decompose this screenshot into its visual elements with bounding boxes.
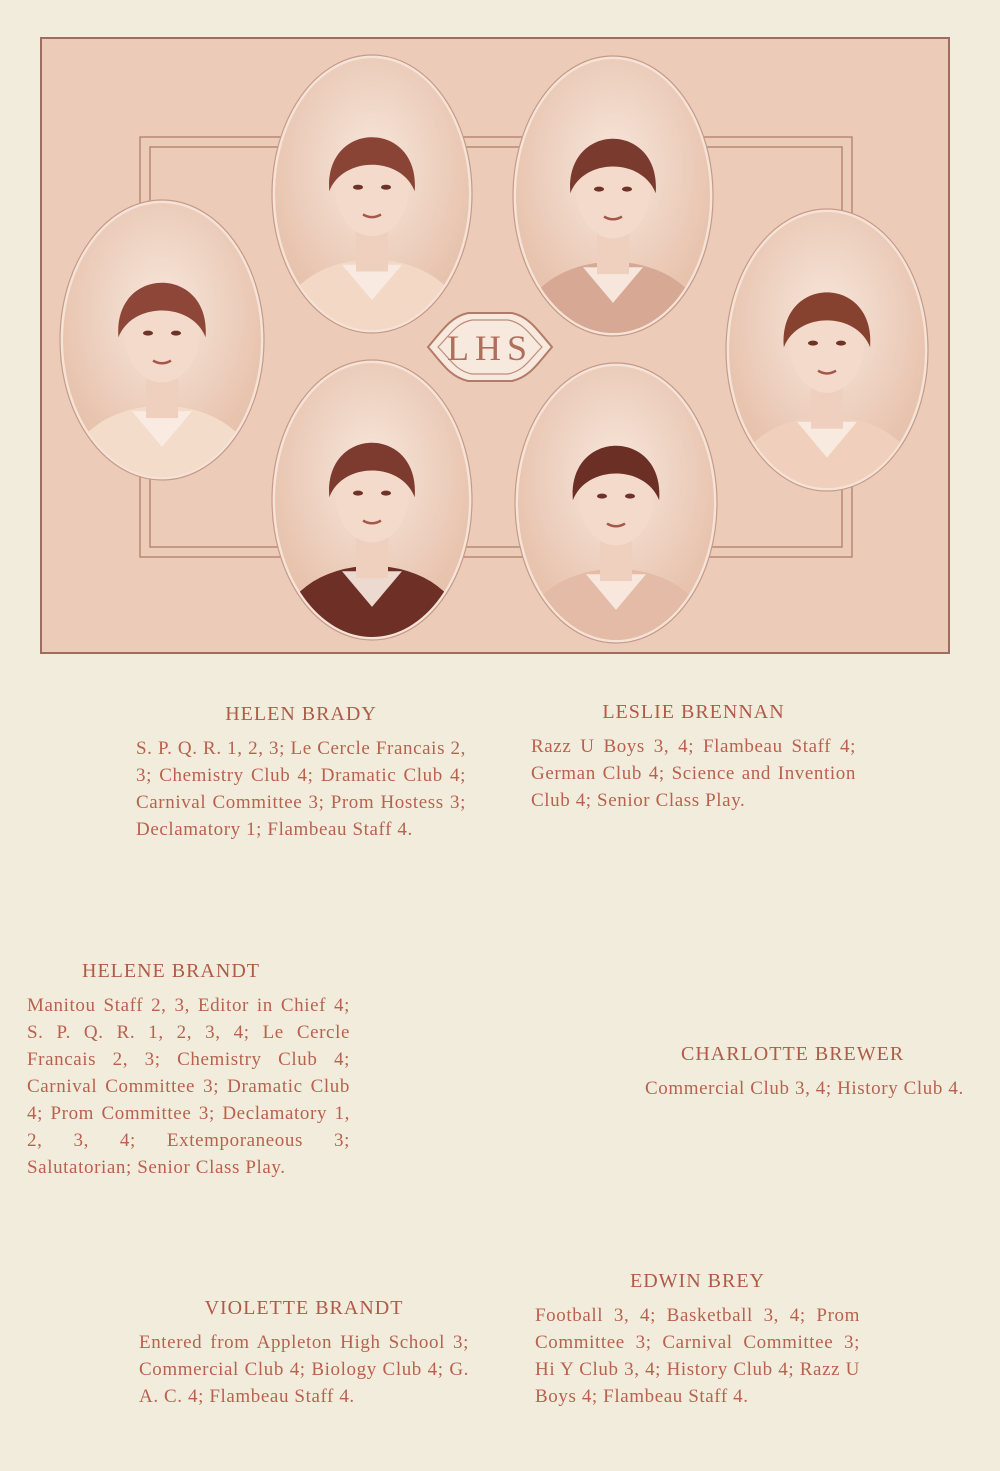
emblem-text: LHS [446, 328, 534, 368]
senior-activities: Manitou Staff 2, 3, Editor in Chief 4; S. P. Q. R. 1, 2, 3, 4; Le Cercle Francais 2, 3; Chemistry Club 4; Carnival Committee 3; Dramatic Club 4; Prom Committee 3; Declamatory 1, 2, 3, 4; Extemporaneous 3; Salutatorian; Senior Class Play. [27, 995, 350, 1178]
senior-name: HELENE BRANDT [82, 960, 260, 982]
portrait-edwin-brey [515, 363, 717, 656]
senior-activities: Entered from Appleton High School 3; Commercial Club 4; Biology Club 4; G. A. C. 4; Flambeau Staff 4. [139, 1332, 469, 1407]
senior-entry-helen-brady [136, 703, 466, 843]
senior-name: VIOLETTE BRANDT [204, 1297, 404, 1319]
lhs-emblem [428, 313, 552, 381]
senior-entry-leslie-brennan [531, 701, 856, 814]
portrait-charlotte-brewer [726, 209, 928, 554]
senior-entry-edwin-brey [535, 1270, 860, 1410]
senior-entry-violette-brandt [139, 1297, 469, 1410]
portrait-helene-brandt [60, 200, 264, 543]
senior-activities: Razz U Boys 3, 4; Flambeau Staff 4; German Club 4; Science and Invention Club 4; Senior Class Play. [531, 736, 856, 811]
senior-name: HELEN BRADY [225, 703, 377, 725]
portrait-panel [40, 37, 950, 654]
senior-activities: Football 3, 4; Basketball 3, 4; Prom Committee 3; Carnival Committee 3; Hi Y Club 3, 4; History Club 4; Razz U Boys 4; Flambeau Staff 4. [535, 1305, 860, 1407]
senior-name: LESLIE BRENNAN [602, 701, 785, 723]
senior-name: EDWIN BREY [630, 1270, 765, 1292]
senior-entry-charlotte-brewer [645, 1043, 977, 1102]
portrait-violette-brandt [272, 360, 472, 656]
senior-activities: S. P. Q. R. 1, 2, 3; Le Cercle Francais 2, 3; Chemistry Club 4; Dramatic Club 4; Carnival Committee 3; Prom Hostess 3; Declamatory 1; Flambeau Staff 4. [136, 738, 466, 840]
senior-activities: Commercial Club 3, 4; History Club 4. [645, 1078, 964, 1099]
senior-entry-helene-brandt [27, 960, 350, 1181]
senior-name: CHARLOTTE BREWER [681, 1043, 905, 1065]
portrait-collage [42, 39, 952, 656]
